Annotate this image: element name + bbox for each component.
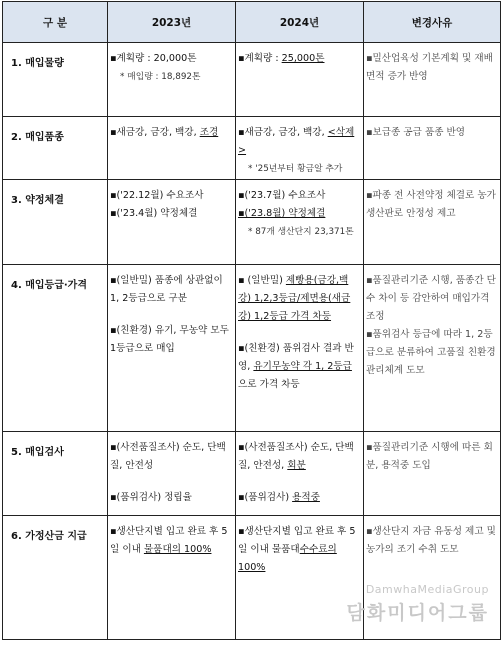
- cell-text: ▪(품위검사) 정립율: [110, 492, 192, 503]
- reason-text: ▪생산단지 자금 유동성 제고 및 농가의 조기 수취 도모: [366, 526, 496, 555]
- cell-text: ▪새금강, 금강, 백강,: [238, 127, 328, 138]
- row-label: 6. 가정산금 지급: [11, 531, 87, 542]
- table-header-row: [3, 2, 501, 43]
- cell-text: ▪(품위검사): [238, 492, 293, 503]
- cell-2023: [108, 43, 236, 117]
- watermark-ko: 담화미디어그룹: [346, 602, 489, 624]
- cell-text: ▪('23.4월) 약정체결: [110, 208, 198, 219]
- cell-text-changed: <삭제>: [238, 127, 355, 156]
- cell-text: 으로 가격 차등: [238, 379, 300, 390]
- cell-text: ▪(일반밀) 품종에 상관없이 1, 2등급으로 구분: [110, 275, 223, 304]
- comparison-table: [2, 1, 501, 640]
- cell-text: ▪새금강, 금강, 백강,: [110, 127, 200, 138]
- row-label: 1. 매입물량: [11, 58, 64, 69]
- cell-text: ▪(사전품질조사) 순도, 단백질, 안전성: [110, 442, 226, 471]
- cell-text-changed: 조경: [199, 127, 219, 138]
- row-label-cell: [3, 43, 108, 117]
- cell-text: ▪('23.7월) 수요조사: [238, 190, 326, 201]
- cell-text: ▪계획량 : 20,000톤: [110, 53, 197, 64]
- table-row: [3, 516, 501, 640]
- reason-text: ▪품질관리기준 시행에 따른 회분, 용적중 도입: [366, 442, 493, 471]
- cell-text: ▪('22.12월) 수요조사: [110, 190, 204, 201]
- cell-text: ▪ (일반밀): [238, 275, 286, 286]
- cell-note: * 87개 생산단지 23,371톤: [248, 227, 354, 237]
- reason-text: ▪품질관리기준 시행, 품종간 단수 차이 등 감안하여 매입가격 조정 ▪품위검사 등급에 따라 1, 2등급으로 분류하여 고품질 친환경 관리체계 도모: [366, 275, 496, 376]
- table-row: [3, 432, 501, 516]
- table-row: [3, 43, 501, 117]
- cell-note: * '25년부터 황금알 추가: [248, 164, 343, 174]
- header-2024: 2024년: [236, 2, 364, 43]
- header-category: 구 분: [3, 2, 108, 43]
- cell-2024: [236, 43, 364, 117]
- cell-text-changed: 25,000톤: [281, 53, 325, 64]
- cell-note: * 매입량 : 18,892톤: [120, 72, 201, 82]
- table-row: [3, 117, 501, 180]
- cell-text: ▪(친환경) 품위검사 결과 반영,: [238, 343, 354, 372]
- reason-text: ▪파종 전 사전약정 체결로 농가 생산판로 안정성 제고: [366, 190, 496, 219]
- cell-text-changed: ▪('23.8월) 약정체결: [238, 208, 326, 219]
- cell-text-changed: 회분: [287, 460, 306, 471]
- row-label: 2. 매입품종: [11, 132, 64, 143]
- cell-text-changed: 물품대의 100%: [143, 544, 212, 555]
- cell-text: ▪생산단지별 입고 완료 후 5일 이내 물품대: [238, 526, 356, 555]
- reason-text: ▪보급종 공급 품종 반영: [366, 127, 466, 138]
- cell-text: ▪(친환경) 유기, 무농약 모두 1등급으로 매입: [110, 325, 229, 354]
- header-2023: 2023년: [108, 2, 236, 43]
- cell-text-changed: 유기무농약 각 1, 2등급: [253, 361, 352, 372]
- cell-text: ▪(사전품질조사) 순도, 단백질, 안전성,: [238, 442, 354, 471]
- reason-text: ▪밀산업육성 기본계획 및 재배면적 증가 반영: [366, 53, 493, 82]
- cell-text-changed: 용적중: [292, 492, 320, 503]
- cell-text-changed: 수수료의 100%: [238, 544, 337, 573]
- table-row: [3, 180, 501, 265]
- cell-text: ▪생산단지별 입고 완료 후 5일 이내: [110, 526, 228, 555]
- row-label: 4. 매입등급·가격: [11, 280, 87, 291]
- header-reason: 변경사유: [364, 2, 501, 43]
- cell-text: ▪계획량 :: [238, 53, 282, 64]
- row-label: 5. 매입검사: [11, 447, 64, 458]
- row-label: 3. 약정체결: [11, 195, 64, 206]
- cell-text-changed: 제빵용(금강,백강) 1,2,3등급/제면용(새금강) 1,2등급 가격 차등: [238, 275, 351, 322]
- table-row: [3, 265, 501, 432]
- cell-reason: [364, 43, 501, 117]
- watermark-en: DamwhaMediaGroup: [365, 583, 489, 596]
